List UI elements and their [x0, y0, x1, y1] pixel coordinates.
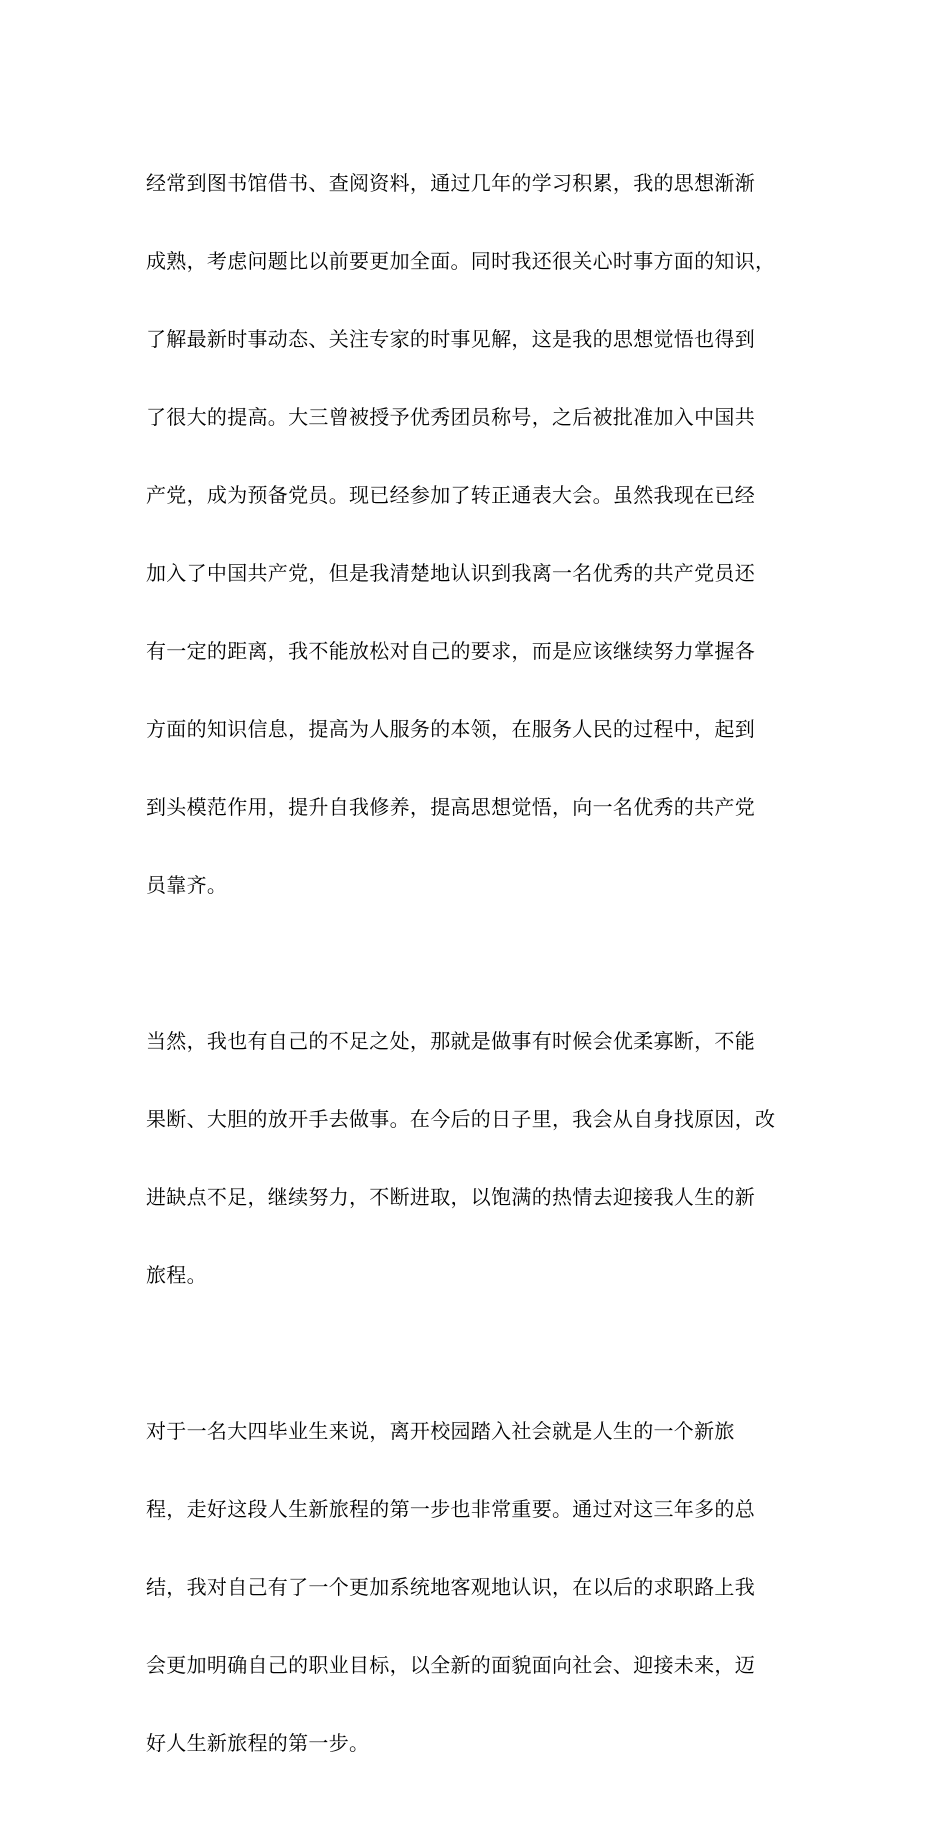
text-line: 到头模范作用，提升自我修养，提高思想觉悟，向一名优秀的共产党	[146, 795, 755, 819]
text-line: 了解最新时事动态、关注专家的时事见解，这是我的思想觉悟也得到	[146, 327, 755, 351]
text-line: 当然，我也有自己的不足之处，那就是做事有时候会优柔寡断，不能	[146, 1029, 755, 1053]
text-line: 员靠齐。	[146, 873, 228, 897]
paragraph-1	[146, 118, 814, 950]
text-line: 对于一名大四毕业生来说，离开校园踏入社会就是人生的一个新旅	[146, 1419, 735, 1443]
text-line: 经常到图书馆借书、查阅资料，通过几年的学习积累，我的思想渐渐	[146, 171, 755, 195]
text-line: 旅程。	[146, 1263, 207, 1287]
text-line: 产党，成为预备党员。现已经参加了转正通表大会。虽然我现在已经	[146, 483, 755, 507]
text-line: 方面的知识信息，提高为人服务的本领，在服务人民的过程中，起到	[146, 717, 755, 741]
text-line: 有一定的距离，我不能放松对自己的要求，而是应该继续努力掌握各	[146, 639, 755, 663]
text-line: 好人生新旅程的第一步。	[146, 1731, 370, 1755]
text-line: 会更加明确自己的职业目标，以全新的面貌面向社会、迎接未来，迈	[146, 1653, 755, 1677]
text-line: 成熟，考虑问题比以前要更加全面。同时我还很关心时事方面的知识，	[146, 249, 776, 273]
document-body	[146, 118, 814, 1834]
paragraph-3	[146, 1366, 814, 1808]
text-line: 结，我对自己有了一个更加系统地客观地认识，在以后的求职路上我	[146, 1575, 755, 1599]
text-line: 加入了中国共产党，但是我清楚地认识到我离一名优秀的共产党员还	[146, 561, 755, 585]
paragraph-2	[146, 976, 814, 1340]
text-line: 程，走好这段人生新旅程的第一步也非常重要。通过对这三年多的总	[146, 1497, 755, 1521]
text-line: 了很大的提高。大三曾被授予优秀团员称号，之后被批准加入中国共	[146, 405, 755, 429]
text-line: 进缺点不足，继续努力，不断进取，以饱满的热情去迎接我人生的新	[146, 1185, 755, 1209]
text-line: 果断、大胆的放开手去做事。在今后的日子里，我会从自身找原因，改	[146, 1107, 776, 1131]
